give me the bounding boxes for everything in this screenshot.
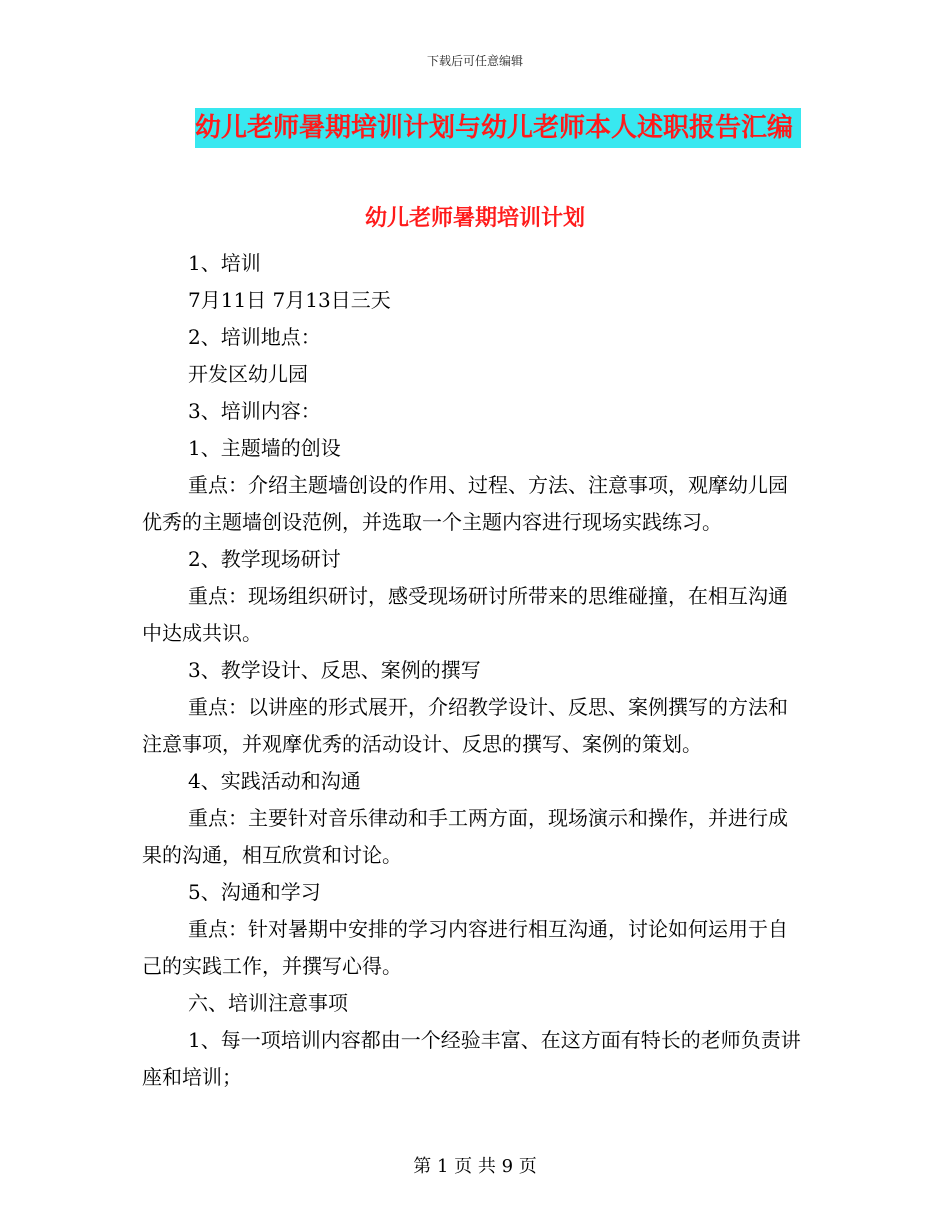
paragraph: 3、培训内容： bbox=[188, 399, 321, 423]
paragraph: 2、教学现场研讨 bbox=[188, 547, 341, 571]
paragraph: 1、主题墙的创设 bbox=[188, 436, 341, 460]
paragraph: 1、每一项培训内容都由一个经验丰富、在这方面有特长的老师负责讲座和培训； bbox=[142, 1028, 801, 1089]
page-footer: 第 1 页 共 9 页 bbox=[413, 1156, 537, 1177]
main-title: 幼儿老师暑期培训计划与幼儿老师本人述职报告汇编 bbox=[195, 108, 801, 148]
paragraph: 1、培训 bbox=[188, 251, 261, 275]
sub-title: 幼儿老师暑期培训计划 bbox=[364, 205, 585, 231]
paragraph: 5、沟通和学习 bbox=[188, 880, 321, 904]
header-note: 下载后可任意编辑 bbox=[426, 54, 523, 68]
document-body bbox=[142, 245, 806, 1096]
paragraph: 4、实践活动和沟通 bbox=[188, 769, 361, 793]
paragraph: 2、培训地点： bbox=[188, 325, 321, 349]
paragraph: 六、培训注意事项 bbox=[188, 991, 348, 1015]
paragraph: 重点：现场组织研讨，感受现场研讨所带来的思维碰撞，在相互沟通中达成共识。 bbox=[142, 584, 788, 645]
paragraph: 重点：介绍主题墙创设的作用、过程、方法、注意事项，观摩幼儿园优秀的主题墙创设范例，并选取一个主题内容进行现场实践练习。 bbox=[142, 473, 788, 534]
paragraph: 重点：主要针对音乐律动和手工两方面，现场演示和操作，并进行成果的沟通，相互欣赏和讨论。 bbox=[142, 806, 788, 867]
paragraph: 开发区幼儿园 bbox=[188, 362, 308, 386]
paragraph: 重点：以讲座的形式展开，介绍教学设计、反思、案例撰写的方法和注意事项，并观摩优秀的活动设计、反思的撰写、案例的策划。 bbox=[142, 695, 788, 756]
paragraph: 3、教学设计、反思、案例的撰写 bbox=[188, 658, 481, 682]
paragraph: 重点：针对暑期中安排的学习内容进行相互沟通，讨论如何运用于自己的实践工作，并撰写心得。 bbox=[142, 917, 788, 978]
paragraph: 7月11日 7月13日三天 bbox=[188, 288, 391, 312]
